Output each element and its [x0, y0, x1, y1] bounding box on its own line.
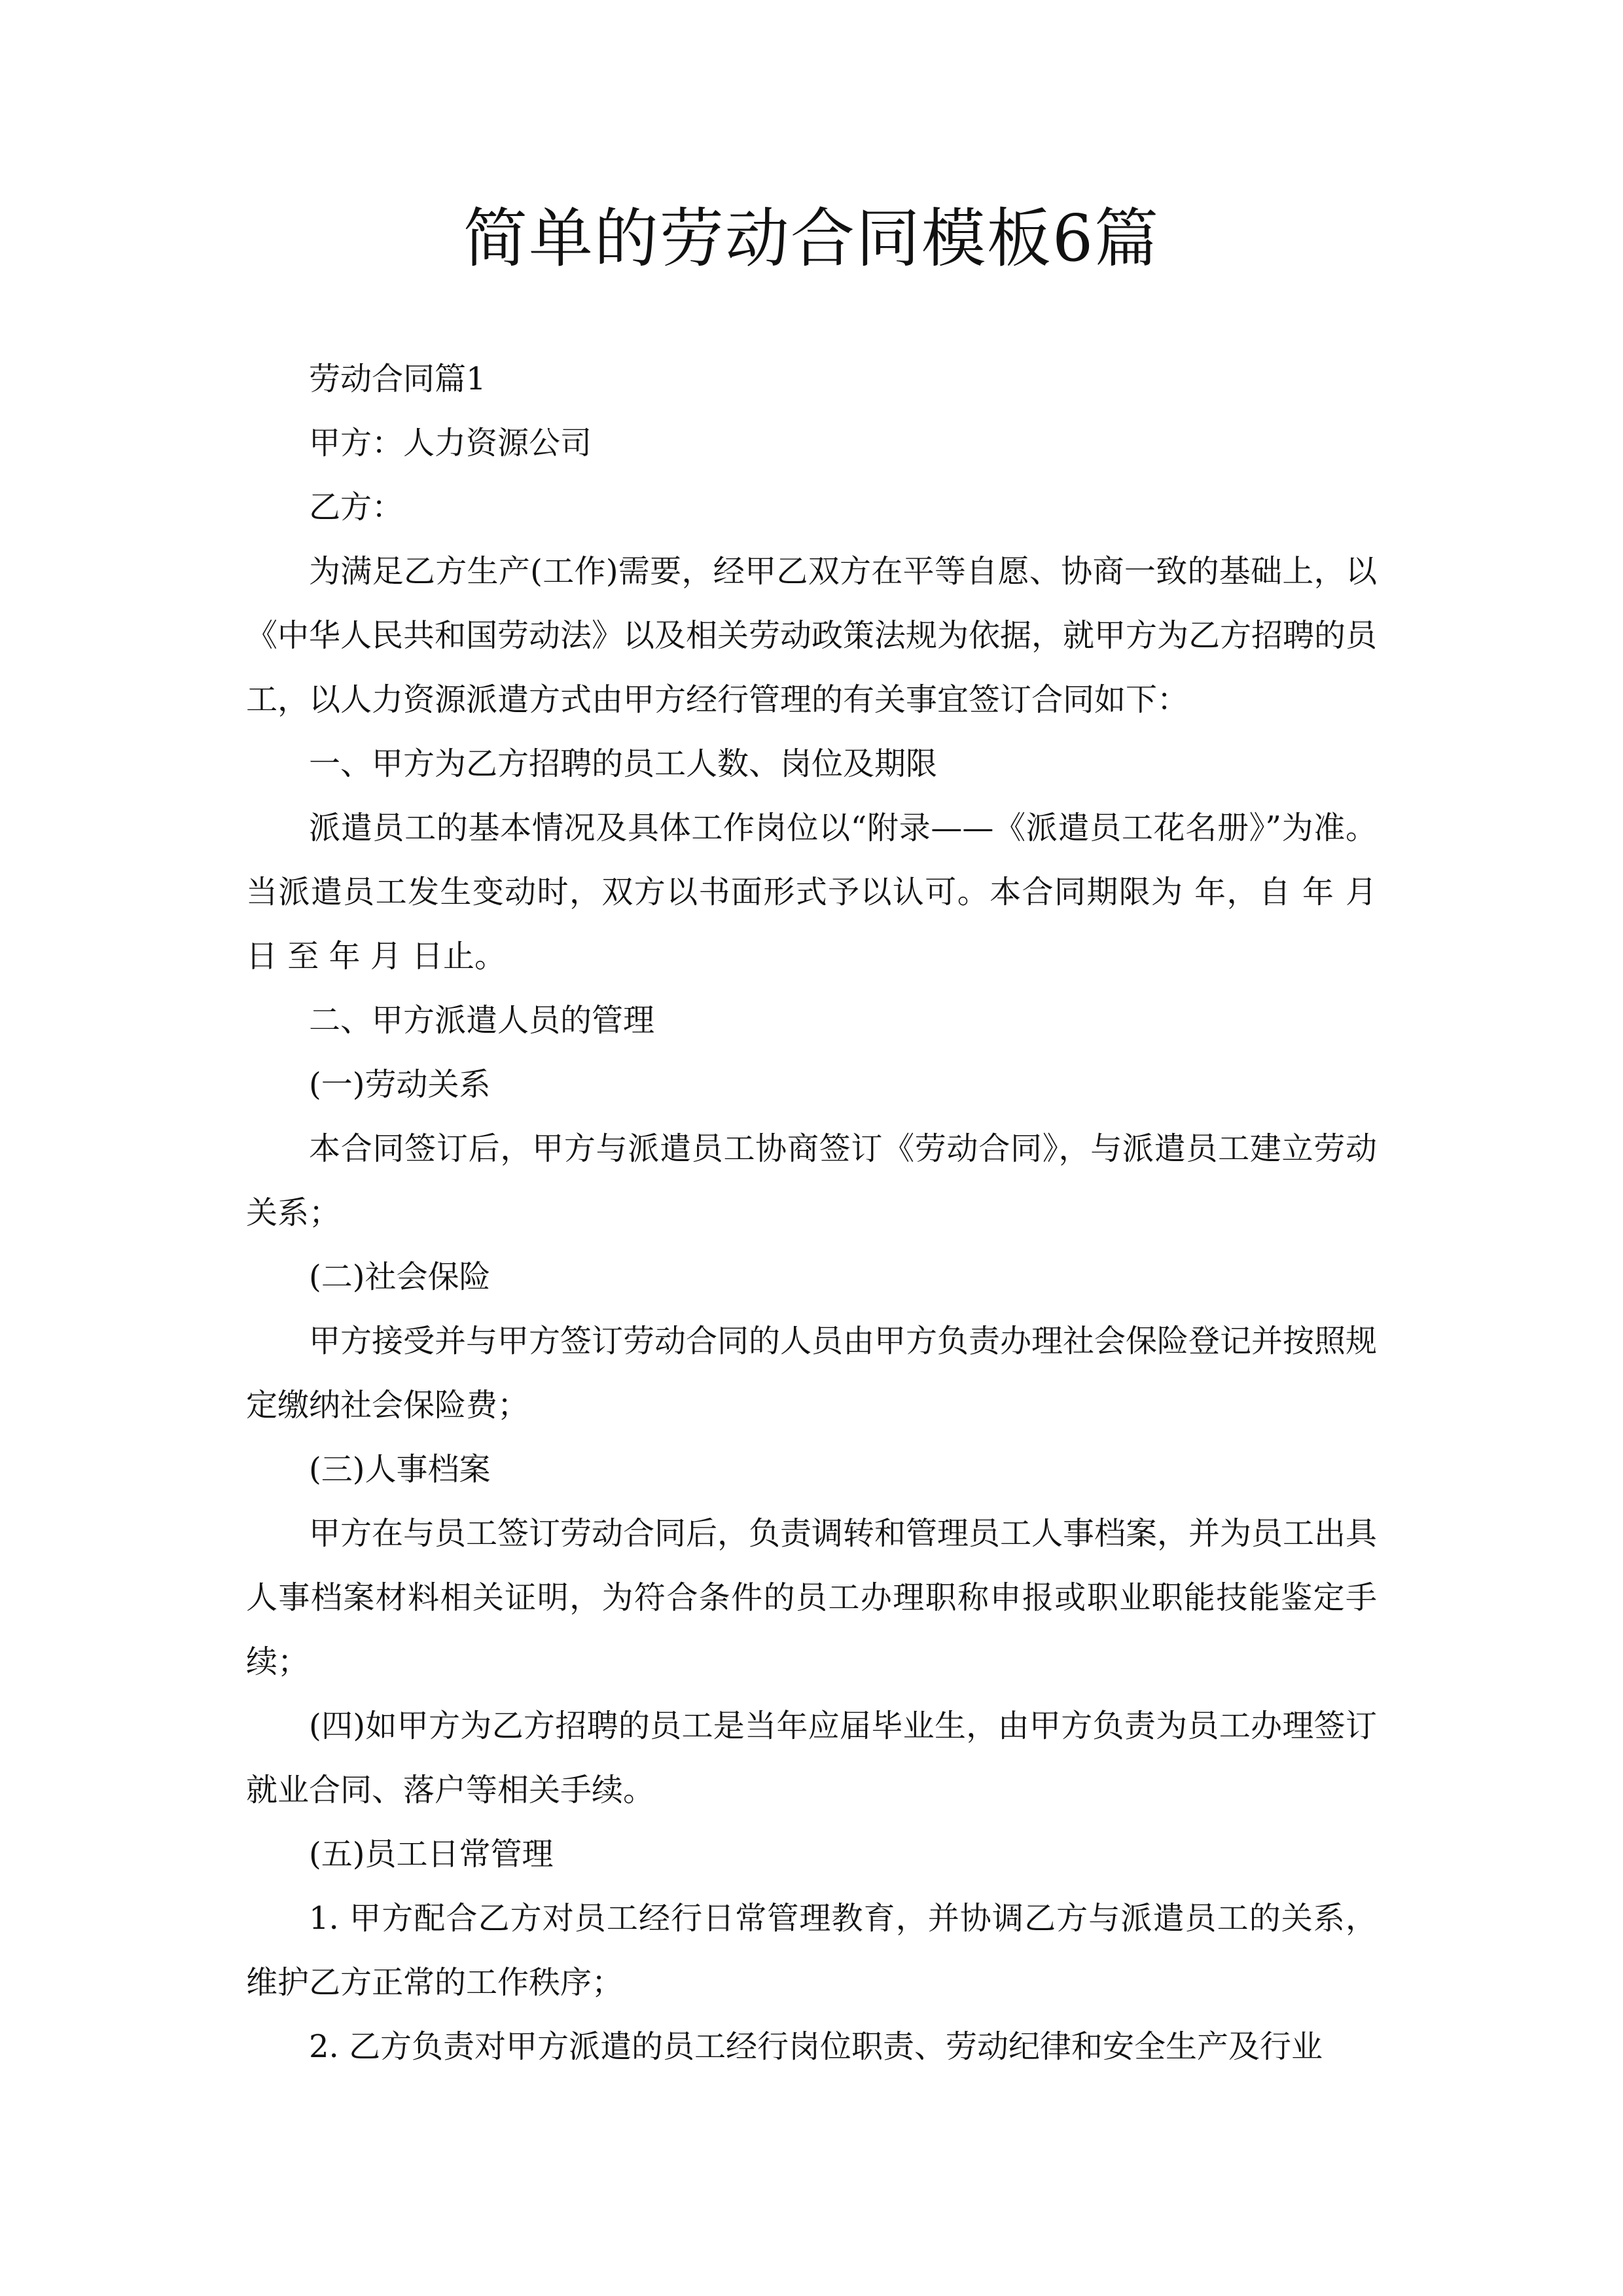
body-paragraph: 甲方在与员工签订劳动合同后，负责调转和管理员工人事档案，并为员工出具人事档案材料相关证明，为符合条件的员工办理职称申报或职业职能技能鉴定手续； — [246, 1515, 1378, 1680]
subclause-heading: (五)员工日常管理 — [309, 1836, 554, 1873]
preamble-paragraph: 为满足乙方生产(工作)需要，经甲乙双方在平等自愿、协商一致的基础上，以《中华人民共和国劳动法》以及相关劳动政策法规为依据，就甲方为乙方招聘的员工，以人力资源派遣方式由甲方经行管理的有关事宜签订合同如下： — [246, 553, 1378, 718]
list-item: 2. 乙方负责对甲方派遣的员工经行岗位职责、劳动纪律和安全生产及行业 — [309, 2028, 1323, 2065]
list-item: 1. 甲方配合乙方对员工经行日常管理教育，并协调乙方与派遣员工的关系，维护乙方正常的工作秩序； — [246, 1900, 1377, 2001]
party-b-line: 乙方： — [309, 489, 404, 526]
clause-heading: 二、甲方派遣人员的管理 — [309, 1002, 655, 1039]
section-heading: 劳动合同篇1 — [309, 361, 486, 397]
subclause-heading: (一)劳动关系 — [309, 1066, 491, 1103]
document-body — [246, 347, 1377, 2079]
body-paragraph: (四)如甲方为乙方招聘的员工是当年应届毕业生，由甲方负责为员工办理签订就业合同、落户等相关手续。 — [246, 1708, 1377, 1808]
party-a-line: 甲方：人力资源公司 — [309, 425, 592, 461]
subclause-heading: (二)社会保险 — [309, 1259, 491, 1295]
clause-heading: 一、甲方为乙方招聘的员工人数、岗位及期限 — [309, 745, 938, 782]
document-title: 简单的劳动合同模板6篇 — [463, 202, 1160, 276]
body-paragraph: 甲方接受并与甲方签订劳动合同的人员由甲方负责办理社会保险登记并按照规定缴纳社会保险费； — [246, 1323, 1378, 1424]
body-paragraph: 本合同签订后，甲方与派遣员工协商签订《劳动合同》，与派遣员工建立劳动关系； — [246, 1130, 1377, 1231]
subclause-heading: (三)人事档案 — [309, 1451, 491, 1488]
body-paragraph: 派遣员工的基本情况及具体工作岗位以“附录——《派遣员工花名册》”为准。当派遣员工发生变动时，双方以书面形式予以认可。本合同期限为 年，自 年 月 日 至 年 月 日止。 — [246, 810, 1377, 975]
